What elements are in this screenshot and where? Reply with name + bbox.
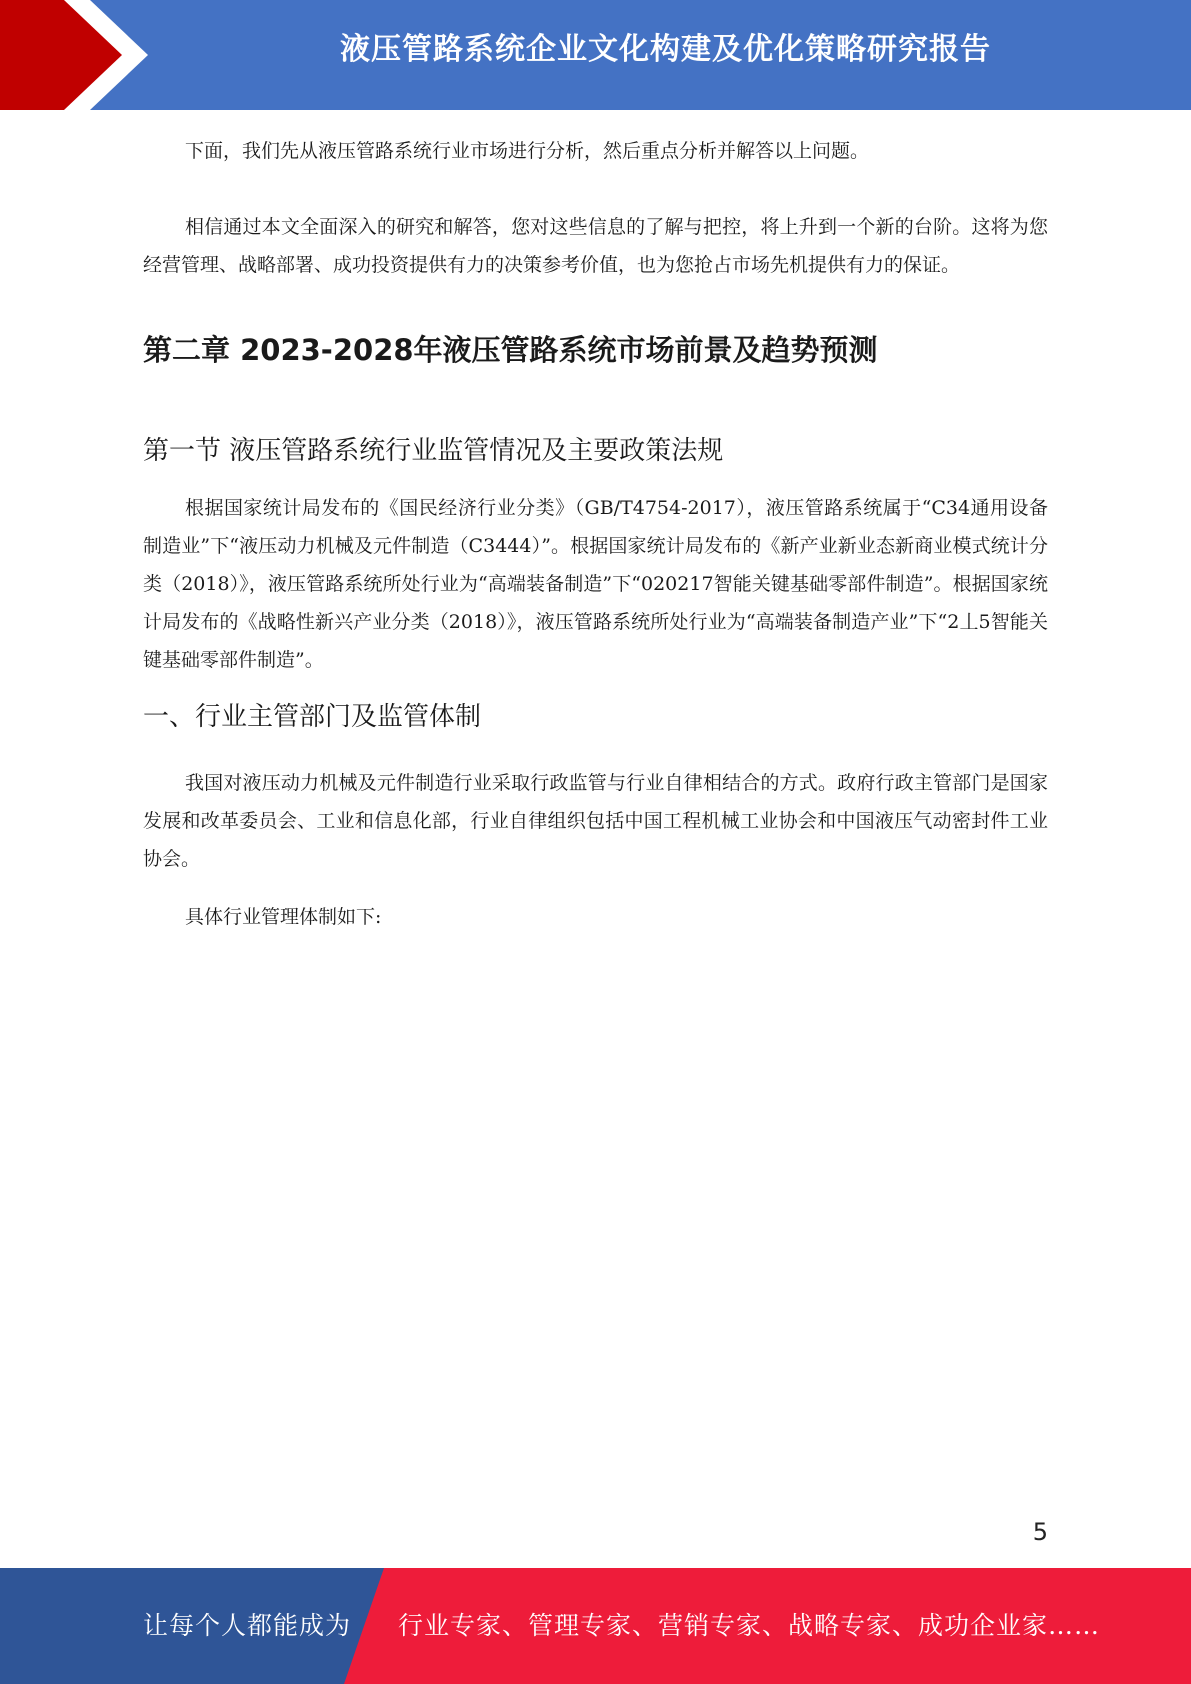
intro-paragraph: 下面，我们先从液压管路系统行业市场进行分析，然后重点分析并解答以上问题。 (185, 140, 870, 162)
page-content (143, 132, 1048, 936)
page-number: 5 (1032, 1518, 1048, 1546)
section-title: 第一节 液压管路系统行业监管情况及主要政策法规 (143, 436, 724, 466)
report-title: 液压管路系统企业文化构建及优化策略研究报告 (340, 32, 991, 67)
page-header (0, 0, 1191, 110)
subsection-title: 一、行业主管部门及监管体制 (143, 702, 482, 732)
benefit-paragraph: 相信通过本文全面深入的研究和解答，您对这些信息的了解与把控，将上升到一个新的台阶。这将为您经营管理、战略部署、成功投资提供有力的决策参考价值，也为您抢占市场先机提供有力的保证。 (143, 216, 1048, 276)
page-footer (0, 1568, 1191, 1684)
footer-slogan-left: 让每个人都能成为 (143, 1611, 352, 1640)
footer-slogan-right: 行业专家、管理专家、营销专家、战略专家、成功企业家…… (398, 1611, 1101, 1640)
header-chevron-icon (0, 0, 160, 110)
regulation-paragraph: 我国对液压动力机械及元件制造行业采取行政监管与行业自律相结合的方式。政府行政主管部门是国家发展和改革委员会、工业和信息化部，行业自律组织包括中国工程机械工业协会和中国液压气动密封件工业协会。 (143, 772, 1048, 870)
structure-paragraph: 具体行业管理体制如下: (185, 906, 382, 928)
chapter-title: 第二章 2023-2028年液压管路系统市场前景及趋势预测 (143, 333, 878, 367)
classification-paragraph: 根据国家统计局发布的《国民经济行业分类》（GB/T4754-2017），液压管路系统属于“C34通用设备制造业”下“液压动力机械及元件制造（C3444）”。根据国家统计局发布的《新产业新业态新商业模式统计分类（2018）》，液压管路系统所处行业为“高端装备制造”下“020217智能关键基础零部件制造”。根据国家统计局发布的《战略性新兴产业分类（2018）》，液压管路系统所处行业为“高端装备制造产业”下“2丄5智能关键基础零部件制造”。 (143, 497, 1048, 671)
